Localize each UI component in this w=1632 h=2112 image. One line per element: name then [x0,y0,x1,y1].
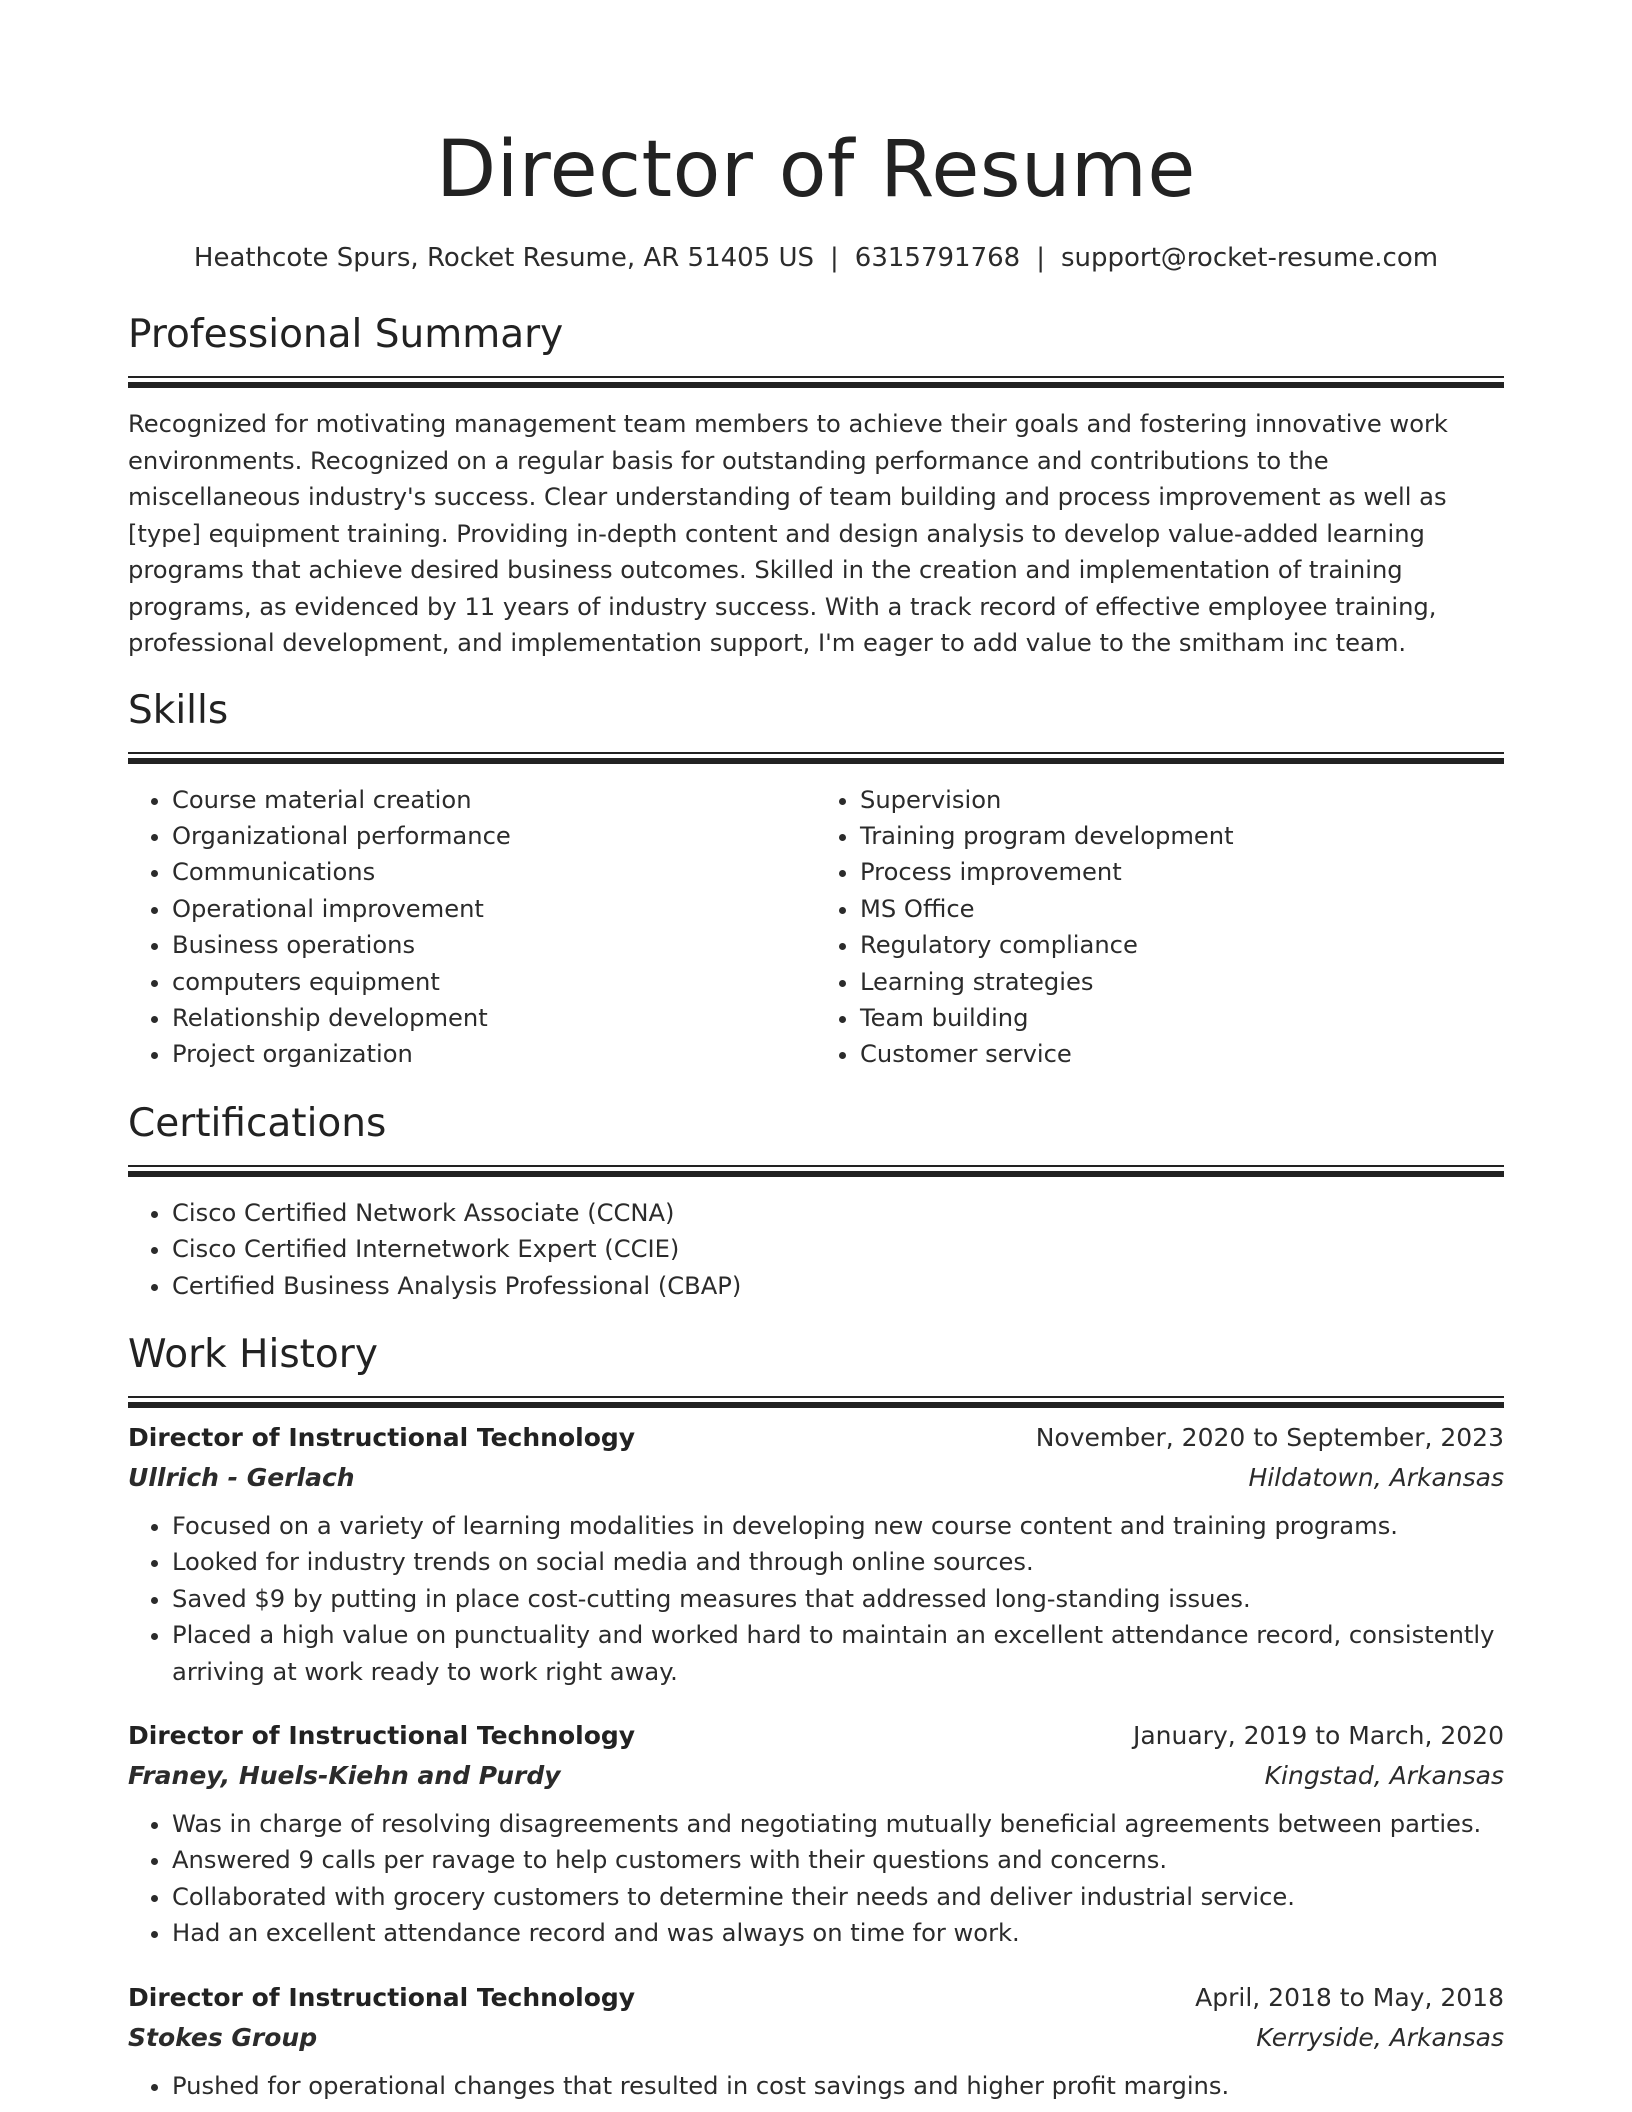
skill-item: • MS Office [860,891,1504,927]
skill-item: • Operational improvement [172,891,816,927]
section-title-certifications: Certifications [128,1100,387,1146]
job-title: Director of Instructional Technology [128,1982,636,2012]
job-bullet: • Focused on a variety of learning modalities in developing new course content and training programs. [172,1508,1504,1544]
contact-phone: 6315791768 [854,243,1021,273]
skill-item: • computers equipment [172,964,816,1000]
job-bullet: • Saved $9 by putting in place cost-cutting measures that addressed long-standing issues. [172,1581,1504,1617]
summary-paragraph: Recognized for motivating management team members to achieve their goals and fostering innovative work environments. Recognized on a regular basis for outstanding performance and contributions to the miscellaneous industry's success. Clear understanding of team building and process improvement as well as [type] equipment training. Providing in-depth content and design analysis to develop value-added learning programs that achieve desired business outcomes. Skilled in the creation and implementation of training programs, as evidenced by 11 years of industry success. With a track record of effective employee training, professional development, and implementation support, I'm eager to add value to the smitham inc team. [128,410,1448,657]
certifications-section [128,1099,1504,1304]
job-title: Director of Instructional Technology [128,1721,636,1750]
skill-item: • Learning strategies [860,964,1504,1000]
skill-item: • Team building [860,1000,1504,1036]
skills-list-right [816,782,1504,1073]
certifications-list [128,1195,1504,1304]
skill-item: • Organizational performance [172,818,816,854]
job-location: Kingstad, Arkansas [1264,1761,1504,1790]
job-location: Hildatown, Arkansas [1248,1462,1504,1492]
job-company: Ullrich - Gerlach [128,1462,355,1492]
job-company-row [128,1756,1504,1796]
skill-item: • Project organization [172,1036,816,1072]
job-company-row [128,2018,1504,2058]
job-company-row [128,1458,1504,1498]
job-bullet: • Placed a high value on punctuality and worked hard to maintain an excellent attendance record, consistently arriving at work ready to work right away. [172,1617,1504,1690]
skill-item: • Business operations [172,927,816,963]
job-company: Stokes Group [128,2022,318,2052]
contact-separator: | [830,243,839,273]
job-entry [128,1418,1504,1690]
job-header-row [128,1978,1504,2018]
section-divider [128,1396,1504,1408]
skill-item: • Communications [172,854,816,890]
skill-item: • Regulatory compliance [860,927,1504,963]
certification-item: • Cisco Certified Internetwork Expert (CCIE) [172,1231,1504,1267]
job-location: Kerryside, Arkansas [1256,2022,1504,2052]
job-bullets [128,1508,1504,1690]
section-divider [128,1165,1504,1177]
work-history-section [128,1330,1504,2104]
contact-email: support@rocket-resume.com [1060,243,1439,273]
contact-separator: | [1036,243,1045,273]
job-header-row [128,1418,1504,1458]
skill-item: • Process improvement [860,854,1504,890]
skills-list-left [128,782,816,1073]
section-title-summary: Professional Summary [128,312,564,357]
summary-section [128,310,1504,662]
job-dates: January, 2019 to March, 2020 [1132,1721,1504,1750]
skill-item: • Training program development [860,818,1504,854]
section-title-work-history: Work History [128,1331,378,1377]
section-divider [128,752,1504,764]
job-company: Franey, Huels-Kiehn and Purdy [128,1761,561,1790]
job-bullet: • Pushed for operational changes that resulted in cost savings and higher profit margins. [172,2068,1504,2104]
certification-item: • Cisco Certified Network Associate (CCNA) [172,1195,1504,1231]
contact-address: Heathcote Spurs, Rocket Resume, AR 51405 US [193,243,815,273]
job-bullet: • Had an excellent attendance record and was always on time for work. [172,1915,1504,1951]
job-bullets [128,2068,1504,2104]
job-title: Director of Instructional Technology [128,1422,636,1452]
job-bullet: • Collaborated with grocery customers to determine their needs and deliver industrial service. [172,1879,1504,1915]
job-bullet: • Was in charge of resolving disagreements and negotiating mutually beneficial agreements between parties. [172,1806,1504,1842]
job-bullet: • Answered 9 calls per ravage to help customers with their questions and concerns. [172,1842,1504,1878]
job-bullets [128,1806,1504,1952]
job-dates: November, 2020 to September, 2023 [1035,1422,1504,1452]
job-dates: April, 2018 to May, 2018 [1195,1982,1504,2012]
contact-line [128,240,1504,276]
skills-section [128,686,1504,1073]
section-title-skills: Skills [128,687,229,733]
certification-item: • Certified Business Analysis Professional (CBAP) [172,1268,1504,1304]
job-entry [128,1716,1504,1952]
resume-name: Director of Resume [436,125,1196,215]
skill-item: • Course material creation [172,782,816,818]
skills-grid [128,782,1504,1073]
jobs-list [128,1418,1504,2104]
job-entry [128,1978,1504,2104]
skill-item: • Relationship development [172,1000,816,1036]
job-bullet: • Looked for industry trends on social media and through online sources. [172,1544,1504,1580]
skill-item: • Supervision [860,782,1504,818]
job-header-row [128,1716,1504,1756]
skill-item: • Customer service [860,1036,1504,1072]
section-divider [128,376,1504,388]
